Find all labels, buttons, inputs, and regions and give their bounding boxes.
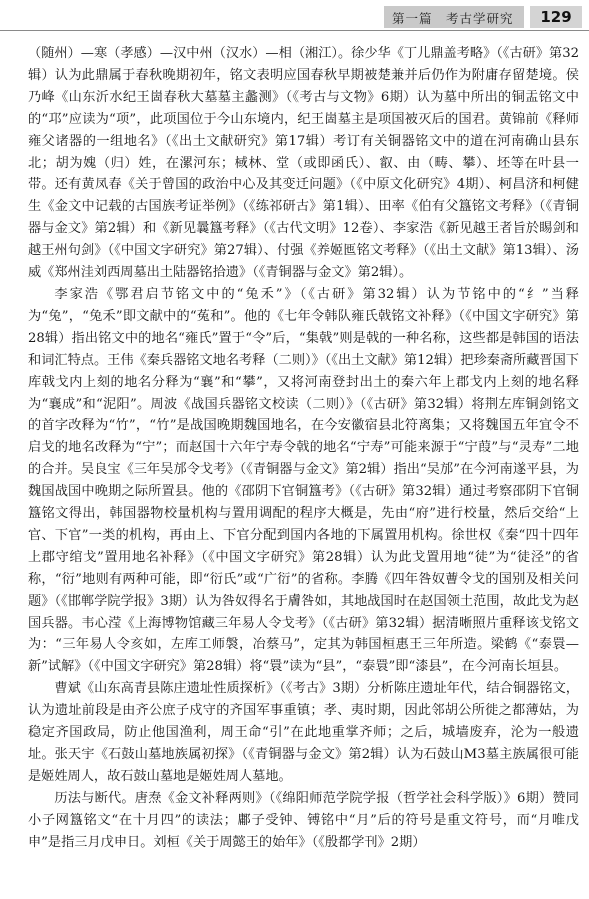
- paragraph: 曹斌《山东高青县陈庄遗址性质探析》（《考古》3期）分析陈庄遗址年代，结合铜器铭文，认为遗址前段是由齐公庶子戍守的齐国军事重镇；孝、夷时期，因此邻胡公所徙之都薄姑，为稳定齐国政局，防止他国渔利，周王命“引”在此地重掌齐师；之后，城墙废弃，沦为一般遗址。张天宇《石鼓山墓地族属初探》（《青铜器与金文》第2辑）认为石鼓山M3墓主族属很可能是姬姓周人，故石鼓山墓地是姬姓周人墓地。: [28, 681, 579, 784]
- header-rule: [0, 30, 589, 31]
- page-number: 129: [530, 6, 582, 28]
- paragraph: 历法与断代。唐焘《金文补释两则》（《绵阳师范学院学报（哲学社会科学版）》6期）赞同小子网簋铭文“在十月四”的读法；鄘子受钟、镈铭中“月”后的符号是重文符号，而“月唯戊申”是指三月戊申日。刘桓《关于周懿王的始年》（《殷都学刊》2期）: [28, 790, 579, 850]
- section-title: 第一篇 考古学研究: [392, 11, 514, 26]
- paragraph: 李家浩《鄂君启节铭文中的“兔禾”》（《古研》第32辑）认为节铭中的“纟”当释为“兔”，“兔禾”即文献中的“菟和”。他的《七年令韩队雍氏戟铭文补释》（《中国文字研究》第28辑）指出铭文中的地名“雍氏”置于“令”后，“集戟”则是戟的一种名称，这些都是韩国的语法和词汇特点。王伟《秦兵器铭文地名考释（二则）》（《出土文献》第12辑）把珍秦斋所藏晋国下库戟戈内上刻的地名分释为“襄”和“攀”，又将河南登封出土的秦六年上郡戈内上刻的地名释为“襄成”和“泥阳”。周波《战国兵器铭文校读（二则）》（《古研》第32辑）将荆左库铜剑铭文的首字改释为“竹”，“竹”是战国晚期魏国地名，在今安徽宿县北符离集；又将魏国五年宜令不启戈的地名改释为“宁”；而赵国十六年宁寿令戟的地名“宁寿”可能来源于“宁葭”与“灵寿”二地的合并。吴良宝《三年吴邡令戈考》（《青铜器与金文》第2辑）指出“吴邡”在今河南遂平县，为魏国战国中晚期之际所置县。他的《邵阴下官铜簋考》（《古研》第32辑）通过考察邵阴下官铜簋铭文得出，韩国器物校量机构与置用调配的程序大概是，先由“府”进行校量，然后交给“上官、下官”一类的机构，再由上、下官分配到国内各地的下属置用机构。徐世权《秦“四十四年上郡守绾戈”置用地名补释》（《中国文字研究》第28辑）认为此戈置用地“徒”为“徒泾”的省称，“衍”地则有两种可能，即“衍氏”或“广衍”的省称。李腾《四年咎奴蓸令戈的国别及相关问题》（《邯郸学院学报》3期）认为咎奴得名于膚咎如，其地战国时在赵国领土范围，故此戈为赵国兵器。韦心滢《上海博物馆藏三年易人令戈考》（《古研》第32辑）据清晰照片重释该戈铭文为：“三年易人令亥如，左库工师褩，冶蔡马”，定其为韩国桓惠王三年所造。梁鹤《“泰睘—新”试解》（《中国文字研究》第28辑）将“睘”读为“县”，“泰睘”即“漆县”，在今河南长垣县。: [28, 286, 579, 675]
- paragraph: （随州）—寒（孝感）—汉中州（汉水）—相（湘江）。徐少华《丁儿鼎盖考略》（《古研》第32辑）认为此鼎属于春秋晚期初年，铭文表明应国春秋早期被楚兼并后仍作为附庸存留楚境。侯乃峰《山东沂水纪王崮春秋大墓墓主蠡测》（《考古与文物》6期）认为墓中所出的铜盂铭文中的“邛”应读为“项”，此项国位于今山东境内，纪王崮墓主是项国被灭后的国君。黄锦前《释师雍父诸器的一组地名》（《出土文献研究》第17辑）考订有关铜器铭文中的道在河南确山县东北；胡为媿（归）姓，在漯河东；棫林、堂（或即函氏）、叡、由（畴、攀）、坯等在叶县一带。还有黄凤春《关于曾国的政治中心及其变迁问题》（《中原文化研究》4期）、柯昌济和柯健生《金文中记载的古国族考证举例》（《练祁研古》第1辑）、田率《伯有父簋铭文考释》（《青铜器与金文》第2辑）和《新见曩簋考释》（《古代文明》12卷）、李家浩《新见越王者旨於睗剑和越王州句剑》（《中国文字研究》第27辑）、付强《养姬匜铭文考释》（《出土文献》第13辑）、汤威《郑州洼刘西周墓出土陆器铭拾遗》（《青铜器与金文》第2辑）。: [28, 46, 579, 281]
- running-header: [0, 0, 589, 36]
- body-text: [28, 43, 579, 854]
